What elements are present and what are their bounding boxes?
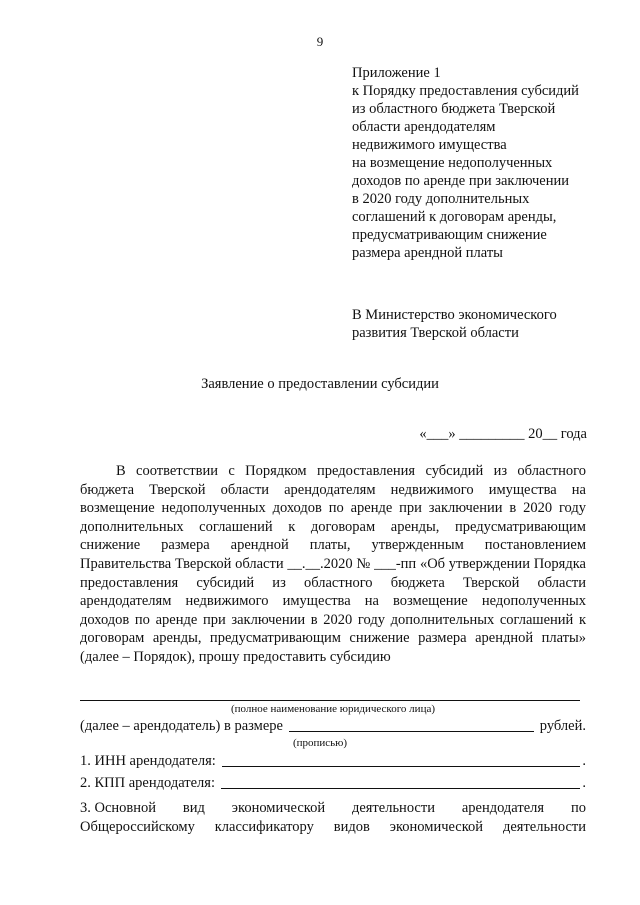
word: деятельности <box>502 818 586 835</box>
word: вид <box>182 800 205 816</box>
inn-label: 1. ИНН арендодателя: <box>80 753 216 769</box>
word: классификатору <box>214 818 314 835</box>
addressee-line: В Министерство экономического <box>352 307 557 323</box>
appendix-line: на возмещение недополученных <box>352 155 553 171</box>
kpp-label: 2. КПП арендодателя: <box>80 775 215 791</box>
appendix-line: предусматривающим снижение <box>352 227 547 243</box>
word: арендодателя <box>461 800 545 816</box>
addressee-line: развития Тверской области <box>352 325 519 341</box>
kpp-field-line <box>80 775 586 792</box>
entity-name-caption: (полное наименование юридического лица) <box>230 703 435 715</box>
kpp-blank[interactable] <box>221 787 580 789</box>
amount-blank[interactable] <box>289 730 534 732</box>
appendix-line: соглашений к договорам аренды, <box>352 209 557 225</box>
inn-blank[interactable] <box>222 765 581 767</box>
appendix-line: доходов по аренде при заключении <box>352 173 569 189</box>
page-number: 9 <box>316 34 324 49</box>
amount-prefix: (далее – арендодатель) в размере <box>80 718 283 734</box>
word: экономической <box>231 800 326 816</box>
word: деятельности <box>351 800 435 816</box>
addressee-block <box>352 306 612 342</box>
amount-suffix: рублей. <box>539 718 586 734</box>
appendix-block <box>352 64 612 262</box>
word: по <box>570 800 586 816</box>
appendix-line: в 2020 году дополнительных <box>352 191 530 207</box>
inn-end: . <box>582 753 586 769</box>
appendix-line: области арендодателям <box>352 119 496 135</box>
body-paragraph: В соответствии с Порядком предоставления субсидий из областного бюджета Тверской области арендодателям недвижимого имущества на возмещение недополученных доходов по аренде при заключении в 2020 году дополнительных соглашений к договорам аренды, предусматривающим снижение размера арендной платы, утвержденным постановлением Правительства Тверской области __.__.2020 № ___-пп «Об утверждении Порядка предоставления субсидий из областного бюджета Тверской области арендодателям недвижимого имущества на возмещение недополученных доходов по аренде при заключении в 2020 году дополнительных соглашений к договорам аренды, предусматривающим снижение размера арендной платы» (далее – Порядок), прошу предоставить субсидию <box>80 463 586 665</box>
appendix-line: размера арендной платы <box>352 245 503 261</box>
appendix-line: недвижимого имущества <box>352 137 507 153</box>
word: экономической <box>389 818 484 835</box>
kpp-end: . <box>582 775 586 791</box>
date-line: «___» _________ 20__ года <box>419 426 587 442</box>
item-3-row-1 <box>80 799 586 818</box>
item-3-row-2 <box>80 818 586 837</box>
inn-field-line <box>80 753 586 770</box>
word: 3. Основной <box>80 800 157 816</box>
appendix-line: из областного бюджета Тверской <box>352 101 556 117</box>
item-3-paragraph <box>80 799 586 836</box>
amount-words-caption: (прописью) <box>292 737 348 749</box>
word: Общероссийскому <box>80 818 195 835</box>
appendix-line: Приложение 1 <box>352 65 441 81</box>
amount-line <box>80 718 586 735</box>
entity-name-blank[interactable] <box>80 700 580 701</box>
appendix-line: к Порядку предоставления субсидий <box>352 83 579 99</box>
word: видов <box>333 818 370 835</box>
document-title: Заявление о предоставлении субсидии <box>201 376 439 392</box>
